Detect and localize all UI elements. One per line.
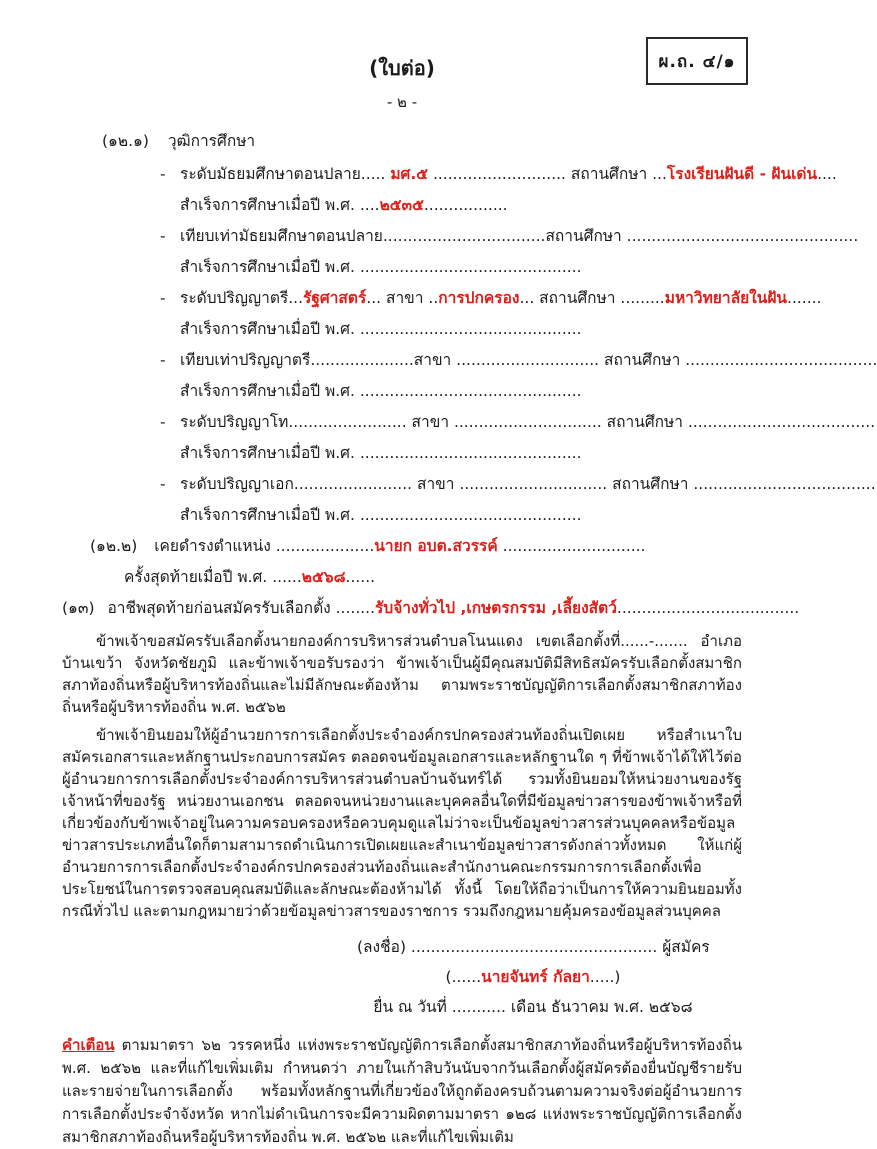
section-number: (๑๓)	[62, 599, 95, 617]
education-list	[62, 159, 877, 531]
warning-paragraph	[62, 1034, 742, 1149]
education-row	[62, 407, 876, 469]
warning-label: คำเตือน	[62, 1036, 115, 1054]
sign-line: (ลงชื่อ) .................................................. ผู้สมัคร	[357, 938, 710, 956]
education-year-line	[62, 190, 742, 221]
line-text: เคยดำรงตำแหน่ง ....................นายก อบต.สวรรค์ .............................	[154, 537, 646, 555]
line-text: ระดับปริญญาโท........................ สาขา .............................. สถานศึกษา ......................................	[180, 413, 876, 431]
education-row	[62, 469, 876, 531]
education-row	[62, 283, 822, 345]
dash-bullet: -	[160, 165, 166, 183]
education-year-line	[62, 438, 742, 469]
signature-block	[357, 932, 709, 1022]
education-row	[62, 345, 877, 407]
line-text: สำเร็จการศึกษาเมื่อปี พ.ศ. .............................................	[180, 382, 582, 400]
section-title: วุฒิการศึกษา	[167, 132, 256, 150]
consent-paragraph: ข้าพเจ้ายินยอมให้ผู้อำนวยการการเลือกตั้งประจำองค์กรปกครองส่วนท้องถิ่นเปิดเผย หรือสำเนาใบสมัครเอกสารและหลักฐานประกอบการสมัคร ตลอดจนข้อมูลเอกสารและหลักฐานใด ๆ ที่ข้าพเจ้าได้ให้ไว้ต่อผู้อำนวยการการเลือกตั้งประจำองค์การบริหารส่วนตำบลบ้านจันทร์ได้ รวมทั้งยินยอมให้หน่วยงานของรัฐ เจ้าหน้าที่ของรัฐ หน่วยงานเอกชน ตลอดจนหน่วยงานและบุคคลอื่นใดที่มีข้อมูลข่าวสารของข้าพเจ้าหรือที่เกี่ยวข้องกับข้าพเจ้าอยู่ในความครอบครองหรือควบคุมดูแลไม่ว่าจะเป็นข้อมูลข่าวสารส่วนบุคคลหรือข้อมูลข่าวสารประเภทอื่นใดก็ตามสามารถดำเนินการเปิดเผยและสำเนาข้อมูลข่าวสารดังกล่าวทั้งหมด ให้แก่ผู้อำนวยการการเลือกตั้งประจำองค์กรปกครองส่วนท้องถิ่นและสำนักงานคณะกรรมการการเลือกตั้งเพื่อประโยชน์ในการตรวจสอบคุณสมบัติและลักษณะต้องห้ามได้ ทั้งนี้ โดยให้ถือว่าเป็นการให้ความยินยอมทั้งกรณีทั่วไป และตามกฎหมายว่าด้วยข้อมูลข่าวสารของราชการ รวมถึงกฎหมายคุ้มครองข้อมูลส่วนบุคคล	[62, 726, 742, 920]
line-text: สำเร็จการศึกษาเมื่อปี พ.ศ. ....๒๕๓๕.................	[180, 196, 508, 214]
education-year-line	[62, 376, 742, 407]
section-13-occupation-line	[62, 593, 800, 624]
education-row	[62, 159, 837, 221]
section-12-2-last-year-line	[62, 562, 742, 593]
applicant-name-line: (......นายจันทร์ กัลยา.....)	[445, 968, 621, 986]
declaration-paragraph: ข้าพเจ้าขอสมัครรับเลือกตั้งนายกองค์การบริหารส่วนตำบลโนนแดง เขตเลือกตั้งที่......-....... อำเภอบ้านเขว้า จังหวัดชัยภูมิ และข้าพเจ้าขอรับรองว่า ข้าพเจ้าเป็นผู้มีคุณสมบัติมีสิทธิสมัครรับเลือกตั้งสมาชิกสภาท้องถิ่นหรือผู้บริหารท้องถิ่นและไม่มีลักษณะต้องห้าม ตามพระราชบัญญัติการเลือกตั้งสมาชิกสภาท้องถิ่นหรือผู้บริหารท้องถิ่น พ.ศ. ๒๕๖๒	[62, 632, 742, 716]
section-12-2-position-line	[62, 531, 742, 562]
line-text: ครั้งสุดท้ายเมื่อปี พ.ศ. ......๒๕๖๘......	[124, 568, 376, 586]
education-degree-line	[62, 345, 877, 376]
education-degree-line	[62, 221, 859, 252]
line-text: เทียบเท่าปริญญาตรี.....................สาขา ............................. สถานศึกษา .......................................	[180, 351, 877, 369]
line-text: สำเร็จการศึกษาเมื่อปี พ.ศ. .............................................	[180, 258, 582, 276]
page-title: (ใบต่อ)	[369, 56, 435, 80]
form-code-box	[646, 37, 748, 85]
dash-bullet: -	[160, 227, 166, 245]
education-degree-line	[62, 283, 822, 314]
education-degree-line	[62, 159, 837, 190]
line-text: สำเร็จการศึกษาเมื่อปี พ.ศ. .............................................	[180, 506, 582, 524]
dash-bullet: -	[160, 351, 166, 369]
line-text: เทียบเท่ามัธยมศึกษาตอนปลาย.................................สถานศึกษา ...............................................	[180, 227, 859, 245]
line-text: ระดับปริญญาตรี...รัฐศาสตร์... สาขา ..การปกครอง... สถานศึกษา .........มหาวิทยาลัยในฝัน.......	[180, 289, 822, 307]
dash-bullet: -	[160, 475, 166, 493]
section-number: (๑๒.๒)	[90, 537, 138, 555]
education-year-line	[62, 500, 742, 531]
dash-bullet: -	[160, 289, 166, 307]
line-text: สำเร็จการศึกษาเมื่อปี พ.ศ. .............................................	[180, 444, 582, 462]
line-text: อาชีพสุดท้ายก่อนสมัครรับเลือกตั้ง ........รับจ้างทั่วไป ,เกษตรกรรม ,เลี้ยงสัตว์.....................................	[107, 599, 800, 617]
section-12-1-heading	[62, 128, 742, 153]
line-text: สำเร็จการศึกษาเมื่อปี พ.ศ. .............................................	[180, 320, 582, 338]
education-row	[62, 221, 859, 283]
warning-text: ตามมาตรา ๖๒ วรรคหนึ่ง แห่งพระราชบัญญัติการเลือกตั้งสมาชิกสภาท้องถิ่นหรือผู้บริหารท้องถิ่น พ.ศ. ๒๕๖๒ และที่แก้ไขเพิ่มเติม กำหนดว่า ภายในเก้าสิบวันนับจากวันเลือกตั้งผู้สมัครต้องยื่นบัญชีรายรับและรายจ่ายในการเลือกตั้ง พร้อมทั้งหลักฐานที่เกี่ยวข้องให้ถูกต้องครบถ้วนตามความจริงต่อผู้อำนวยการการเลือกตั้งประจำจังหวัด หากไม่ดำเนินการจะมีความผิดตามมาตรา ๑๒๘ แห่งพระราชบัญญัติการเลือกตั้งสมาชิกสภาท้องถิ่นหรือผู้บริหารท้องถิ่น พ.ศ. ๒๕๖๒ และที่แก้ไขเพิ่มเติม	[62, 1036, 742, 1146]
section-number: (๑๒.๑)	[102, 132, 149, 150]
submission-date-line: ยื่น ณ วันที่ ........... เดือน ธันวาคม พ.ศ. ๒๕๖๘	[373, 998, 693, 1016]
line-text: ระดับปริญญาเอก........................ สาขา .............................. สถานศึกษา .....................................	[180, 475, 876, 493]
education-year-line	[62, 252, 742, 283]
form-code: ผ.ถ. ๔/๑	[658, 51, 736, 72]
page-number: - ๒ -	[386, 93, 418, 111]
dash-bullet: -	[160, 413, 166, 431]
education-degree-line	[62, 469, 876, 500]
education-degree-line	[62, 407, 876, 438]
education-year-line	[62, 314, 742, 345]
line-text: ระดับมัธยมศึกษาตอนปลาย..... มศ.๕ ........................... สถานศึกษา ...โรงเรียนฝันดี - ฝันเด่น....	[180, 165, 837, 183]
